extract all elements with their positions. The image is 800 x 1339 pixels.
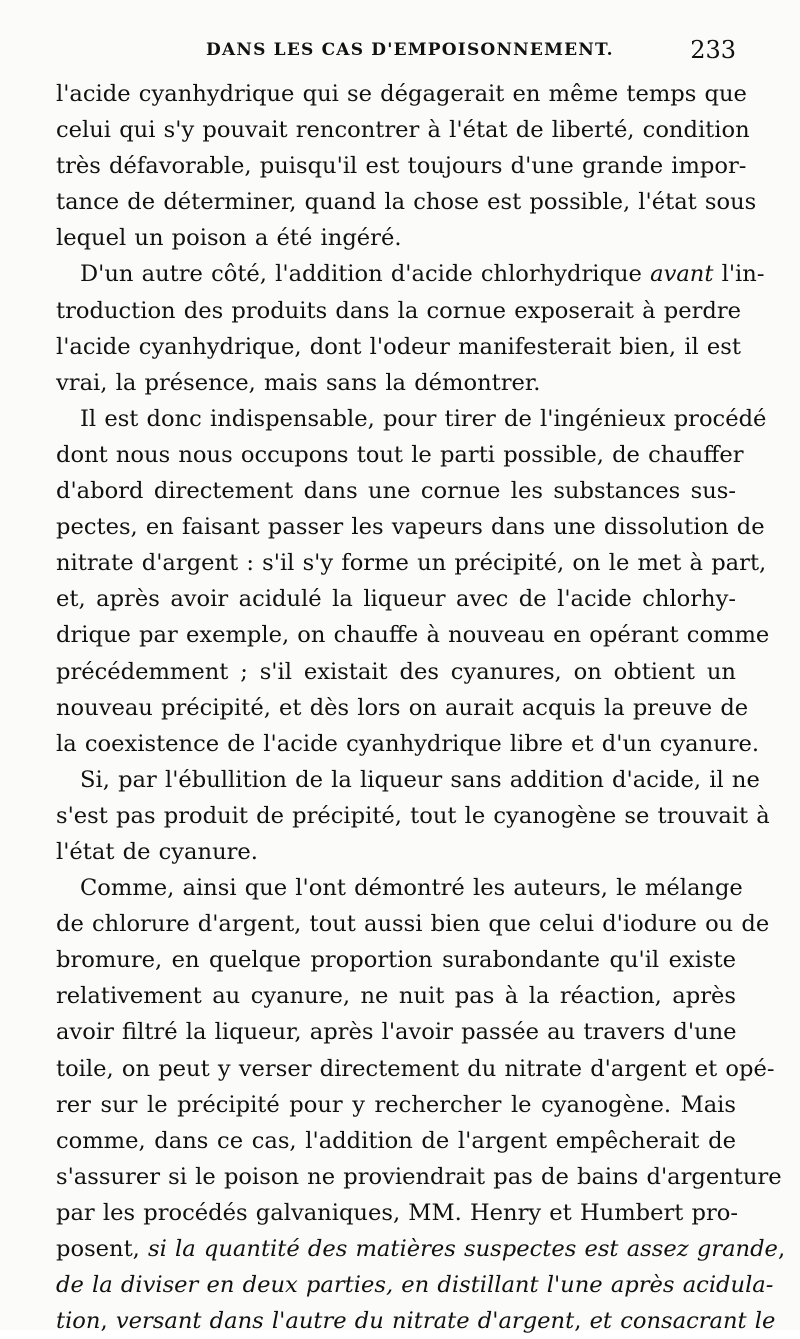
text-line: très défavorable, puisqu'il est toujours d'une grande impor- <box>56 153 747 180</box>
text-line: par les procédés galvaniques, MM. Henry et Humbert pro- <box>56 1199 739 1226</box>
text-line: de chlorure d'argent, tout aussi bien que celui d'iodure ou de <box>56 911 770 938</box>
text-line: l'état de cyanure. <box>56 838 258 865</box>
body-text <box>56 76 786 1339</box>
text-line: s'est pas produit de précipité, tout le cyanogène se trouvait à <box>56 802 770 829</box>
text-line: comme, dans ce cas, l'addition de l'argent empêcherait de <box>56 1127 736 1154</box>
running-title: DANS LES CAS D'EMPOISONNEMENT. <box>206 40 614 60</box>
text-line: nouveau précipité, et dès lors on aurait acquis la preuve de <box>56 694 749 721</box>
text-line: posent, si la quantité des matières suspectes est assez grande, <box>56 1236 786 1262</box>
text-line: l'acide cyanhydrique qui se dégagerait en même temps que <box>56 81 747 107</box>
text-line: tance de déterminer, quand la chose est possible, l'état sous <box>56 189 757 216</box>
page-number: 233 <box>690 36 736 64</box>
text-line: l'acide cyanhydrique, dont l'odeur manifesterait bien, il est <box>56 333 741 360</box>
text-line: bromure, en quelque proportion surabondante qu'il existe <box>56 947 736 974</box>
text-line: de la diviser en deux parties, en distillant l'une après acidula- <box>56 1272 774 1299</box>
text-line: vrai, la présence, mais sans la démontrer. <box>56 369 541 396</box>
text-line: avoir filtré la liqueur, après l'avoir passée au travers d'une <box>56 1019 737 1046</box>
text-line: Si, par l'ébullition de la liqueur sans addition d'acide, il ne <box>80 766 760 793</box>
text-line: D'un autre côté, l'addition d'acide chlorhydrique avant l'in- <box>80 261 765 288</box>
text-line: précédemment ; s'il existait des cyanures, on obtient un <box>56 658 736 685</box>
text-line: toile, on peut y verser directement du nitrate d'argent et opé- <box>56 1055 775 1082</box>
text-line: celui qui s'y pouvait rencontrer à l'état de liberté, condition <box>56 117 750 144</box>
text-line: tion, versant dans l'autre du nitrate d'argent, et consacrant le <box>56 1308 776 1335</box>
text-line: troduction des produits dans la cornue exposerait à perdre <box>56 297 742 324</box>
text-line: Il est donc indispensable, pour tirer de l'ingénieux procédé <box>80 405 767 432</box>
text-line: d'abord directement dans une cornue les substances sus- <box>56 478 736 505</box>
running-header <box>56 34 736 70</box>
text-line: la coexistence de l'acide cyanhydrique libre et d'un cyanure. <box>56 730 760 757</box>
text-line: pectes, en faisant passer les vapeurs dans une dissolution de <box>56 514 765 541</box>
text-line: relativement au cyanure, ne nuit pas à la réaction, après <box>56 983 736 1010</box>
text-line: et, après avoir acidulé la liqueur avec de l'acide chlorhy- <box>56 586 736 613</box>
text-line: rer sur le précipité pour y rechercher le cyanogène. Mais <box>56 1091 736 1118</box>
text-line: nitrate d'argent : s'il s'y forme un précipité, on le met à part, <box>56 550 767 577</box>
text-line: dont nous nous occupons tout le parti possible, de chauffer <box>56 441 744 468</box>
text-line: drique par exemple, on chauffe à nouveau en opérant comme <box>56 622 770 649</box>
text-line: lequel un poison a été ingéré. <box>56 225 402 252</box>
text-line: s'assurer si le poison ne proviendrait pas de bains d'argenture <box>56 1163 782 1190</box>
text-line: Comme, ainsi que l'ont démontré les auteurs, le mélange <box>80 875 743 902</box>
